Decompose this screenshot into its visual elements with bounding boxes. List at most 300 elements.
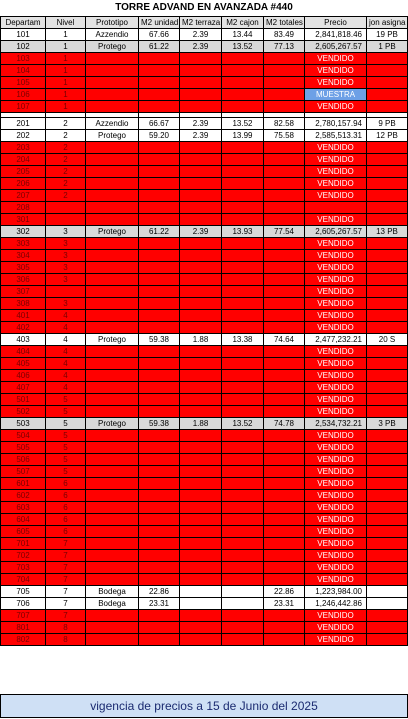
cell-price: 2,605,267.57 [305, 226, 367, 238]
cell-assigned [367, 430, 408, 442]
cell-m2-total [264, 550, 305, 562]
cell-m2-total: 74.64 [264, 334, 305, 346]
cell-m2-unit [139, 166, 180, 178]
cell-department: 501 [1, 394, 46, 406]
table-row [1, 29, 408, 41]
cell-level: 7 [46, 610, 86, 622]
cell-prototype: Azzendio [86, 118, 139, 130]
cell-price: 1,246,442.86 [305, 598, 367, 610]
cell-m2-parking [222, 358, 264, 370]
header-m2-parking: M2 cajon [222, 17, 264, 29]
cell-m2-terrace [180, 214, 222, 226]
cell-level: 6 [46, 526, 86, 538]
cell-level: 5 [46, 394, 86, 406]
cell-department: 207 [1, 190, 46, 202]
cell-level: 4 [46, 346, 86, 358]
cell-prototype [86, 274, 139, 286]
cell-m2-parking: 13.52 [222, 41, 264, 53]
cell-m2-unit [139, 154, 180, 166]
cell-price: VENDIDO [305, 454, 367, 466]
cell-m2-total [264, 190, 305, 202]
cell-m2-terrace [180, 394, 222, 406]
table-row [1, 322, 408, 334]
cell-department: 604 [1, 514, 46, 526]
cell-m2-total [264, 166, 305, 178]
cell-m2-total [264, 430, 305, 442]
cell-level: 4 [46, 382, 86, 394]
table-row [1, 77, 408, 89]
cell-m2-total [264, 142, 305, 154]
cell-department: 202 [1, 130, 46, 142]
cell-department: 403 [1, 334, 46, 346]
cell-prototype [86, 406, 139, 418]
cell-level: 2 [46, 166, 86, 178]
cell-m2-terrace [180, 89, 222, 101]
cell-level: 8 [46, 634, 86, 646]
cell-price: 2,841,818.46 [305, 29, 367, 41]
cell-m2-terrace [180, 634, 222, 646]
cell-prototype [86, 154, 139, 166]
cell-price: VENDIDO [305, 53, 367, 65]
cell-level: 4 [46, 310, 86, 322]
cell-m2-total [264, 622, 305, 634]
cell-department: 802 [1, 634, 46, 646]
cell-assigned [367, 250, 408, 262]
cell-m2-parking: 13.99 [222, 130, 264, 142]
cell-m2-unit [139, 370, 180, 382]
cell-level: 2 [46, 130, 86, 142]
cell-price: VENDIDO [305, 190, 367, 202]
cell-department: 103 [1, 53, 46, 65]
table-row [1, 370, 408, 382]
cell-assigned [367, 562, 408, 574]
cell-prototype: Protego [86, 418, 139, 430]
cell-prototype [86, 550, 139, 562]
cell-m2-unit [139, 610, 180, 622]
cell-m2-terrace [180, 430, 222, 442]
cell-price: VENDIDO [305, 514, 367, 526]
cell-m2-terrace: 2.39 [180, 226, 222, 238]
table-row [1, 406, 408, 418]
cell-price: 2,780,157.94 [305, 118, 367, 130]
cell-m2-terrace [180, 562, 222, 574]
cell-price: VENDIDO [305, 634, 367, 646]
table-row [1, 130, 408, 142]
cell-m2-unit [139, 310, 180, 322]
cell-m2-total [264, 370, 305, 382]
cell-department: 506 [1, 454, 46, 466]
cell-department: 406 [1, 370, 46, 382]
cell-assigned [367, 65, 408, 77]
cell-m2-terrace [180, 466, 222, 478]
cell-price: VENDIDO [305, 442, 367, 454]
cell-level: 5 [46, 466, 86, 478]
cell-department: 407 [1, 382, 46, 394]
cell-m2-unit [139, 502, 180, 514]
cell-prototype [86, 370, 139, 382]
cell-assigned [367, 358, 408, 370]
cell-level: 3 [46, 298, 86, 310]
cell-prototype [86, 142, 139, 154]
cell-m2-terrace [180, 286, 222, 298]
cell-department: 601 [1, 478, 46, 490]
table-row [1, 466, 408, 478]
cell-price: VENDIDO [305, 562, 367, 574]
cell-assigned [367, 538, 408, 550]
cell-m2-terrace [180, 53, 222, 65]
cell-m2-terrace [180, 550, 222, 562]
cell-m2-parking [222, 142, 264, 154]
cell-level: 4 [46, 334, 86, 346]
header-row [1, 17, 408, 29]
cell-m2-terrace [180, 142, 222, 154]
cell-assigned [367, 286, 408, 298]
cell-assigned [367, 406, 408, 418]
cell-m2-unit [139, 250, 180, 262]
cell-m2-unit [139, 346, 180, 358]
cell-price: VENDIDO [305, 574, 367, 586]
cell-prototype [86, 526, 139, 538]
cell-price: 2,585,513.31 [305, 130, 367, 142]
validity-footer: vigencia de precios a 15 de Junio del 2025 [0, 694, 408, 718]
cell-m2-unit [139, 550, 180, 562]
cell-assigned [367, 394, 408, 406]
cell-m2-unit [139, 142, 180, 154]
cell-prototype [86, 502, 139, 514]
cell-level: 7 [46, 562, 86, 574]
table-row [1, 334, 408, 346]
cell-m2-parking [222, 77, 264, 89]
table-row [1, 418, 408, 430]
cell-m2-unit [139, 202, 180, 214]
cell-prototype: Protego [86, 226, 139, 238]
table-row [1, 358, 408, 370]
cell-m2-unit [139, 190, 180, 202]
cell-prototype [86, 65, 139, 77]
cell-department: 102 [1, 41, 46, 53]
cell-m2-parking [222, 298, 264, 310]
cell-m2-unit [139, 358, 180, 370]
cell-price: VENDIDO [305, 101, 367, 113]
cell-level: 4 [46, 322, 86, 334]
cell-m2-parking [222, 310, 264, 322]
table-row [1, 226, 408, 238]
cell-m2-unit: 61.22 [139, 41, 180, 53]
cell-assigned [367, 610, 408, 622]
cell-m2-terrace [180, 262, 222, 274]
cell-m2-terrace [180, 382, 222, 394]
cell-department: 104 [1, 65, 46, 77]
table-row [1, 118, 408, 130]
cell-m2-total [264, 214, 305, 226]
cell-price: VENDIDO [305, 502, 367, 514]
cell-m2-total: 77.13 [264, 41, 305, 53]
cell-assigned [367, 502, 408, 514]
cell-m2-total [264, 406, 305, 418]
header-price: Precio [305, 17, 367, 29]
cell-m2-parking: 13.44 [222, 29, 264, 41]
cell-prototype [86, 77, 139, 89]
cell-m2-parking [222, 430, 264, 442]
cell-m2-total [264, 442, 305, 454]
cell-level: 5 [46, 418, 86, 430]
cell-department: 307 [1, 286, 46, 298]
cell-m2-unit [139, 322, 180, 334]
cell-m2-unit: 66.67 [139, 118, 180, 130]
cell-m2-terrace [180, 538, 222, 550]
cell-prototype [86, 538, 139, 550]
cell-m2-terrace [180, 358, 222, 370]
cell-m2-terrace [180, 346, 222, 358]
table-row [1, 65, 408, 77]
cell-level: 3 [46, 262, 86, 274]
cell-m2-parking: 13.93 [222, 226, 264, 238]
cell-m2-parking [222, 370, 264, 382]
cell-m2-terrace [180, 310, 222, 322]
cell-level: 1 [46, 89, 86, 101]
cell-assigned [367, 178, 408, 190]
cell-m2-terrace: 2.39 [180, 118, 222, 130]
cell-m2-parking [222, 406, 264, 418]
cell-m2-terrace [180, 574, 222, 586]
cell-m2-total [264, 274, 305, 286]
cell-department: 303 [1, 238, 46, 250]
cell-prototype [86, 346, 139, 358]
cell-m2-unit [139, 274, 180, 286]
cell-m2-terrace: 2.39 [180, 41, 222, 53]
cell-level: 2 [46, 190, 86, 202]
cell-department: 107 [1, 101, 46, 113]
cell-assigned [367, 53, 408, 65]
cell-prototype: Azzendio [86, 29, 139, 41]
table-row [1, 562, 408, 574]
table-row [1, 89, 408, 101]
cell-assigned: 20 S [367, 334, 408, 346]
cell-price: VENDIDO [305, 154, 367, 166]
cell-prototype [86, 382, 139, 394]
cell-m2-total [264, 310, 305, 322]
cell-level: 4 [46, 358, 86, 370]
cell-assigned [367, 370, 408, 382]
cell-prototype [86, 574, 139, 586]
cell-m2-unit [139, 538, 180, 550]
cell-price: VENDIDO [305, 490, 367, 502]
cell-m2-unit [139, 454, 180, 466]
cell-m2-parking [222, 178, 264, 190]
cell-m2-unit [139, 490, 180, 502]
cell-price: VENDIDO [305, 406, 367, 418]
cell-level: 6 [46, 490, 86, 502]
table-row [1, 430, 408, 442]
cell-prototype [86, 202, 139, 214]
cell-level: 5 [46, 442, 86, 454]
cell-m2-total [264, 65, 305, 77]
cell-price: MUESTRA [305, 89, 367, 101]
cell-m2-unit [139, 574, 180, 586]
cell-department: 401 [1, 310, 46, 322]
table-row [1, 142, 408, 154]
cell-prototype: Bodega [86, 586, 139, 598]
cell-level: 1 [46, 29, 86, 41]
table-row [1, 550, 408, 562]
cell-price: VENDIDO [305, 238, 367, 250]
cell-m2-parking [222, 550, 264, 562]
cell-m2-parking [222, 634, 264, 646]
cell-m2-unit: 59.38 [139, 334, 180, 346]
cell-m2-unit [139, 466, 180, 478]
cell-m2-parking [222, 190, 264, 202]
table-row [1, 41, 408, 53]
cell-m2-unit [139, 634, 180, 646]
cell-price: VENDIDO [305, 466, 367, 478]
cell-assigned [367, 154, 408, 166]
cell-assigned [367, 622, 408, 634]
cell-level: 7 [46, 550, 86, 562]
header-assigned: jon asigna [367, 17, 408, 29]
cell-m2-unit [139, 394, 180, 406]
cell-assigned [367, 574, 408, 586]
cell-m2-total [264, 610, 305, 622]
cell-assigned [367, 298, 408, 310]
table-row [1, 238, 408, 250]
cell-m2-terrace [180, 454, 222, 466]
cell-m2-total: 77.54 [264, 226, 305, 238]
cell-m2-total [264, 466, 305, 478]
cell-price: VENDIDO [305, 346, 367, 358]
cell-m2-parking [222, 526, 264, 538]
cell-prototype [86, 166, 139, 178]
cell-level: 8 [46, 622, 86, 634]
cell-assigned [367, 101, 408, 113]
cell-m2-parking [222, 514, 264, 526]
table-row [1, 190, 408, 202]
table-row [1, 526, 408, 538]
cell-m2-terrace [180, 370, 222, 382]
cell-m2-unit: 61.22 [139, 226, 180, 238]
cell-price: VENDIDO [305, 298, 367, 310]
cell-m2-parking [222, 598, 264, 610]
cell-m2-terrace [180, 442, 222, 454]
table-row [1, 166, 408, 178]
cell-prototype [86, 358, 139, 370]
cell-department: 206 [1, 178, 46, 190]
cell-level [46, 214, 86, 226]
cell-m2-parking [222, 394, 264, 406]
cell-m2-total [264, 454, 305, 466]
cell-price: VENDIDO [305, 77, 367, 89]
cell-m2-total [264, 538, 305, 550]
cell-m2-total [264, 478, 305, 490]
cell-department: 502 [1, 406, 46, 418]
table-row [1, 478, 408, 490]
cell-m2-unit: 67.66 [139, 29, 180, 41]
cell-m2-parking [222, 586, 264, 598]
cell-m2-unit [139, 89, 180, 101]
cell-m2-parking [222, 454, 264, 466]
cell-department: 201 [1, 118, 46, 130]
cell-m2-parking [222, 538, 264, 550]
cell-m2-parking: 13.52 [222, 418, 264, 430]
cell-assigned [367, 454, 408, 466]
cell-level: 2 [46, 178, 86, 190]
cell-price: VENDIDO [305, 394, 367, 406]
cell-assigned [367, 190, 408, 202]
cell-m2-terrace [180, 502, 222, 514]
cell-price: VENDIDO [305, 382, 367, 394]
cell-m2-total: 82.58 [264, 118, 305, 130]
table-row [1, 622, 408, 634]
cell-m2-unit: 59.38 [139, 418, 180, 430]
cell-level: 1 [46, 53, 86, 65]
cell-level [46, 286, 86, 298]
cell-m2-terrace [180, 586, 222, 598]
cell-m2-parking [222, 250, 264, 262]
cell-assigned [367, 634, 408, 646]
cell-assigned [367, 89, 408, 101]
header-level: Nivel [46, 17, 86, 29]
table-row [1, 346, 408, 358]
cell-level: 5 [46, 454, 86, 466]
cell-department: 208 [1, 202, 46, 214]
cell-m2-unit [139, 286, 180, 298]
cell-m2-terrace [180, 238, 222, 250]
cell-m2-parking [222, 466, 264, 478]
cell-price: 2,605,267.57 [305, 41, 367, 53]
cell-price: VENDIDO [305, 358, 367, 370]
cell-assigned [367, 526, 408, 538]
cell-m2-total [264, 286, 305, 298]
cell-level: 1 [46, 77, 86, 89]
cell-m2-terrace [180, 610, 222, 622]
cell-m2-unit [139, 298, 180, 310]
cell-price: VENDIDO [305, 622, 367, 634]
cell-level: 5 [46, 406, 86, 418]
cell-prototype [86, 478, 139, 490]
table-row [1, 101, 408, 113]
cell-level: 7 [46, 538, 86, 550]
cell-assigned [367, 262, 408, 274]
table-row [1, 538, 408, 550]
cell-department: 507 [1, 466, 46, 478]
cell-m2-parking [222, 478, 264, 490]
cell-m2-total [264, 562, 305, 574]
cell-m2-parking [222, 610, 264, 622]
cell-prototype: Protego [86, 41, 139, 53]
table-row [1, 586, 408, 598]
cell-m2-total [264, 394, 305, 406]
cell-department: 105 [1, 77, 46, 89]
cell-prototype [86, 622, 139, 634]
cell-prototype [86, 53, 139, 65]
cell-m2-unit [139, 442, 180, 454]
cell-m2-terrace: 2.39 [180, 29, 222, 41]
cell-department: 305 [1, 262, 46, 274]
cell-m2-terrace [180, 101, 222, 113]
table-row [1, 382, 408, 394]
cell-prototype: Bodega [86, 598, 139, 610]
cell-price: VENDIDO [305, 478, 367, 490]
cell-assigned [367, 478, 408, 490]
table-row [1, 442, 408, 454]
cell-m2-terrace: 1.88 [180, 418, 222, 430]
cell-prototype: Protego [86, 130, 139, 142]
cell-prototype [86, 466, 139, 478]
cell-price: VENDIDO [305, 250, 367, 262]
cell-m2-total [264, 101, 305, 113]
cell-price: VENDIDO [305, 65, 367, 77]
cell-price: VENDIDO [305, 178, 367, 190]
table-row [1, 178, 408, 190]
